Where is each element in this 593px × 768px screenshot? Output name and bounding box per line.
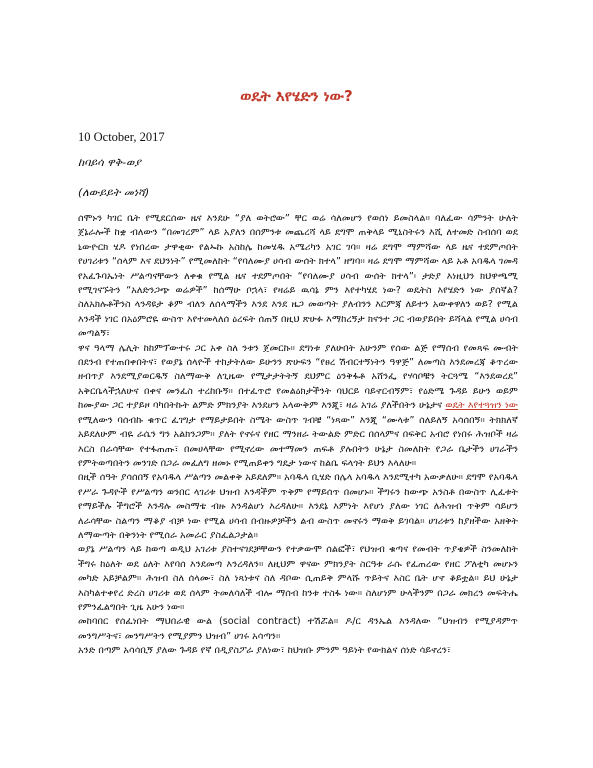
body-paragraph: በዚች ሰዓት ያሳሰበኝ የአባዱላ ሥልጣን መልቀቅ አይደለም። አባዱላ ቢሄድ በሌላ አባዱላ እንደሚተካ አውቃለሁ። ደግሞ የአባዱላ የሥራ ጉዳዮች የሥልጣን ወንበር ላገሪቱ ህዝብ እንዳችም ጥቅም የማይሰጥ በመሆኑ። ችግሩን ከውጭ አንስቶ በውስጥ ሊፈቱት የማይችሉ ችግሮች እንዳሉ መስማቴ ብዙ እንዳልሆነ እረዳለሁ። እንደኔ እምነት እየሆነ ያለው ነገር ለሕዝብ ጥቅም ሳይሆን ለራሳቸው ስልጣን ማቆያ ብቻ ነው የሚል ሀሳብ በብዙዎቻችን ልብ ውስጥ መኖሩን ማወቅ ይገባል። ሀገሪቱን ከያዘችው አዘቅት ለማውጣት በቅንነት የሚሰራ አመራር ያስፈልጋታል። — [78, 472, 518, 541]
body-paragraph — [78, 342, 518, 472]
document-author: ከባይሳ ዋቅ-ወያ — [78, 156, 141, 169]
body-paragraph: አንድ በጣም አሳሳቢኝ ያለው ጉዳይ የኛ በዲያስፖራ ያለነው፣ ከህዝቡ ምንም ዓይነት የውክልና ሰነድ ሳይኖረን፣ — [78, 645, 451, 657]
body-text: ዋና ዓላማ ሌሊት ከከምፕውተሩ ጋር አቀ ስለ ንቱን ጀመርኩ። ደግነቱ ያለሁበት አሁንም የሰው ልጅ የማሰብ የመጻፍ ሙብት በደንብ የተጠበቀበትና፣ የወያኔ ሰላዮች ተከታትለው ይሁንን ጽሁፍን “የፀረ ሽብርተኝነትን ዓዋጅ” ለመጣስ እንደመረጃ ቆጥረው ዘብጥያ እንደሚያወርዱኝ ስለማውቅ ለጊዜው የሚታታትትኝ ደህምር ዕንቅፋቶ አሸንፌ የሃሳቦቹን ትርጓሜ “እንደወረደ” አቅርቤላችኋለሁና በቀና መንፈስ ተረከቡኝ። በተፈጥሮ የመልዕክታችንት ባህርይ ባይኖርብኝም፣ የዕድሜ ጉዳይ ይሁን ወይም ከሙያው ጋር ተያይዞ ባካበትኩት ልምድ ምክንያት እንደሆን አላውቅም እንጂ፣ ዛሬ አገሬ ያለችበትን ሁኔታና — [78, 342, 518, 412]
body-text: የሚለውን ባሰብኩ ቁጥር ፈገግታ የማይታይበት ስሜት ውስጥ ገብቼ “ነጻው” እንጂ “ሙላቱ” ሰለይለኝ አሳሰበኝ። ትክክለኛ አይደለሁም ብዬ ራሴን ግን አልክንጋም። ያለት የኖሩና የዘር ማንዘራ ትውልድ ምድር በሰላምና በፍቅር አብሮ የነበሩ ሕዝቦች ዛሬ እርስ በራሳቸው የተፋጠጡ፣ በመሀላቸው የሚኖረው መተማመን ጠፍቶ ያሉበትን ሁኔታ ስመለከት የጋራ ቤታችን ሀገራችን የምትወጣበትን መንገድ በጋራ መፈለግ ዘመኑ የሚጠይቀን ግዴታ ነውና ከልቤ ፍላጎት ይህን እላለሁ። — [78, 414, 518, 469]
document-title: ወዴት እየሄድን ነው? — [240, 87, 353, 105]
body-paragraph: መከባበር የሰፈነበት ማህበራዊ ውል (social contract) ተሽሯል። ዶ/ር ዳንኤል እንዳለው “ህዝብን የሚያዳምጥ መንግሥትና፣ መንግሥትን የሚያምን ህዝብ” ሀገሩ አሳጣን። — [78, 616, 518, 642]
body-paragraph: ወያኔ ሥልጣን ላይ ከወጣ ወዲህ አገሪቱ ያስተናገደቻቸውን የተቃውሞ ሰልፎች፣ የህዝብ ቁጣና የመብት ጥያቄዎች ስንመለከት ችግሩ ከዕለት ወደ ዕለት እየባሰ እንደመጣ እንረዳለን። ለዚህም ዋናው ምክንያት ስርዓቱ ራሱ የፈጠረው የዘር ፖለቲካ መሆኑን መካድ አይቻልም። ሕዝብ ስለ ሰላሙ፣ ስለ ነጻነቱና ስለ ዳቦው ሲጠይቅ ምላሹ ጥይትና እስር ቤት ሆኖ ቆይቷል። ይህ ሁኔታ እስካልተቀየረ ድረስ ሀገሪቱ ወደ ሰላም ትመለሳለች ብሎ ማሰብ ከንቱ ተስፋ ነው። ስለሆነም ሁላችንም በጋራ መክረን መፍትሔ የምንፈልግበት ጊዜ አሁን ነው። — [78, 544, 518, 613]
body-paragraph: ሰሞኑን ካገር ቤት የሚደርሰው ዜና እንደሁ “ያለ ወትሮው” ቸር ወሬ ሳለመሆን የወሰነ ይመስላል። ባለፈው ሳምንት ሁለት ጀኔራሎች ከቋ ብለውን “በመገረም” ላይ አያለን በሰምንቱ መጨረሻ ላይ ደግሞ ጠቅላይ ሚኒስትሩን እሺ ለተመድ ስብሰባ ወደ ኒውዮርክ ሄዶ የነበረው ታዋቂው የልኡኩ አስከሌ ከመሄዱ አሜሪካን አገር ገባ። ዛሬ ደግሞ ማምሻው ላይ ዜና ተደምጦበት የሀገሪቱን “ሰላም እና ደህንነት” የሚመለከት “የባለሙያ ሀሳብ ውሰት ክተላ” ዘግባ። ዛሬ ደግሞ ማምሻው ላይ አቶ አባዱላ ገመዳ የአፈጉባኤነት ሥልጣናቸውን ለቀቁ የሚል ዜና ተደምጦበት “የባለሙያ ሀሳብ ውሰት ክተላ”፡ ታድያ እነዚህን ክህዋጫሚ የሚገናኙትን “አለድንጋጭ ወሬዎች” ከሰማሁ ቦኋላ፣ የዛሬይ ዉሳኔ ምን እየተካሄደ ነው? ወዴትስ እየሄድን ነው ያሰኛል? ስለአክሉቶችንስ ላንዳዩታ ቆም ብለን ለሰላማችን እንደ እንደ ዜጋ መወጣት ያለብንን እርምጃ ለይተን አውቀዋለን ወይ? የሚል እንዳች ነገር በአዕምሮዬ ውስጥ እየተመላለሰ ዕረፍት ሰጠኝ በዚህ ጽሁፉ እማከረኝታ ክናንተ ጋር ብወያይበት ይሻላል የሚል ሀሳብ መጣልኝ፣ — [78, 213, 518, 340]
document-subtitle: (ለውይይት መነሻ) — [78, 186, 150, 199]
document-date: 10 October, 2017 — [78, 130, 165, 144]
highlighted-phrase: ወዴት እየተጓዝን ነው — [445, 400, 518, 412]
document-body — [78, 212, 518, 752]
